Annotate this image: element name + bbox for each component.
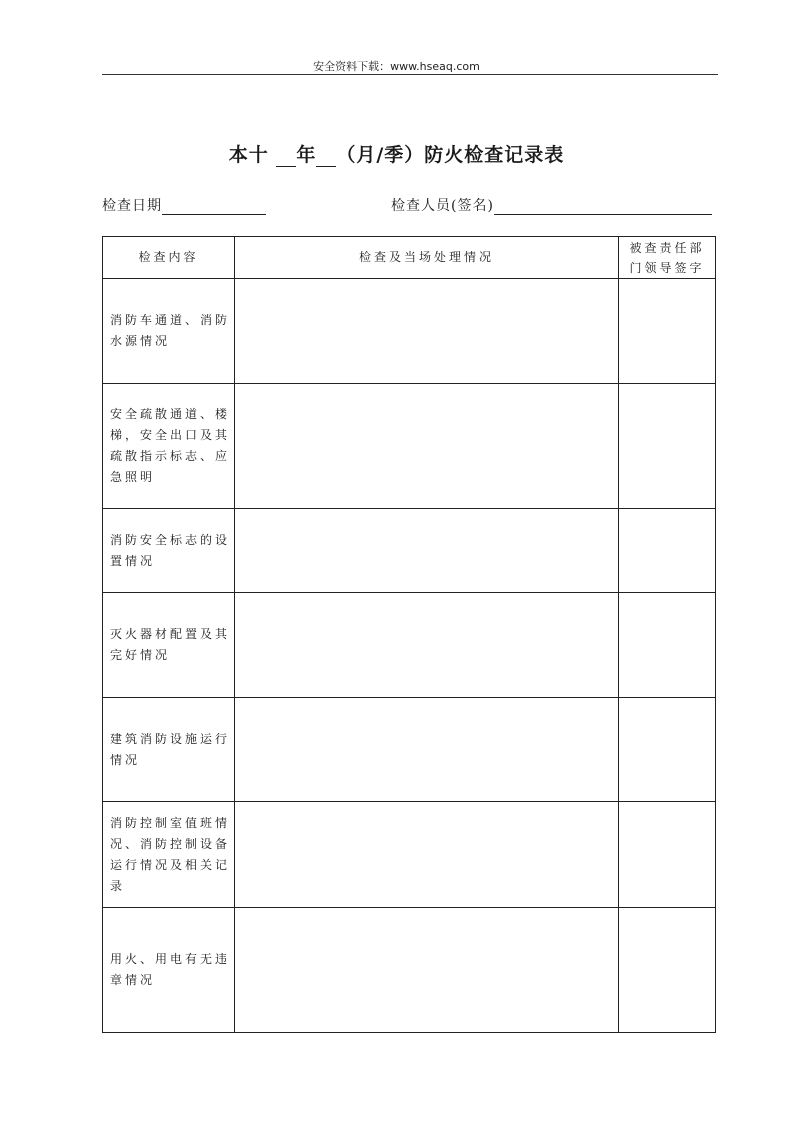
row-handling-cell: [235, 698, 619, 802]
inspector-underline: [494, 198, 712, 215]
table-row: [103, 698, 716, 802]
table-row: [103, 509, 716, 593]
form-title: [0, 140, 793, 167]
row-signature-cell: [619, 509, 716, 593]
date-field: [102, 195, 266, 215]
row-signature-cell: [619, 593, 716, 698]
row-item-label: 消防控制室值班情况、消防控制设备运行情况及相关记录: [103, 802, 235, 908]
table-header-row: [103, 237, 716, 279]
row-handling-cell: [235, 802, 619, 908]
year-blank: [276, 148, 296, 167]
row-signature-cell: [619, 279, 716, 384]
row-signature-cell: [619, 802, 716, 908]
row-item-label: 建筑消防设施运行情况: [103, 698, 235, 802]
period-blank: [316, 148, 336, 167]
row-item-label: 用火、用电有无违章情况: [103, 908, 235, 1033]
row-item-label: 消防安全标志的设置情况: [103, 509, 235, 593]
row-handling-cell: [235, 593, 619, 698]
table-row: [103, 593, 716, 698]
inspector-label: 检查人员(签名): [391, 198, 494, 214]
row-signature-cell: [619, 908, 716, 1033]
title-suffix: （月/季）防火检查记录表: [336, 144, 565, 166]
date-label: 检查日期: [102, 198, 162, 214]
row-item-label: 灭火器材配置及其完好情况: [103, 593, 235, 698]
table-row: [103, 908, 716, 1033]
header-signature: 被查责任部门领导签字: [619, 237, 716, 279]
row-handling-cell: [235, 908, 619, 1033]
row-signature-cell: [619, 698, 716, 802]
inspector-field: [391, 195, 712, 215]
row-item-label: 安全疏散通道、楼梯，安全出口及其疏散指示标志、应急照明: [103, 384, 235, 509]
date-underline: [162, 198, 266, 215]
table-row: [103, 279, 716, 384]
header-divider: [102, 74, 718, 75]
title-year: 年: [296, 144, 317, 166]
title-prefix: 本十: [228, 144, 269, 166]
page-header: 安全资料下载：www.hseaq.com: [313, 60, 480, 73]
row-signature-cell: [619, 384, 716, 509]
row-handling-cell: [235, 509, 619, 593]
header-handling: 检查及当场处理情况: [235, 237, 619, 279]
row-handling-cell: [235, 384, 619, 509]
header-content: 检查内容: [103, 237, 235, 279]
table-row: [103, 384, 716, 509]
table-row: [103, 802, 716, 908]
row-item-label: 消防车通道、消防水源情况: [103, 279, 235, 384]
inspection-table: [102, 236, 716, 1033]
row-handling-cell: [235, 279, 619, 384]
